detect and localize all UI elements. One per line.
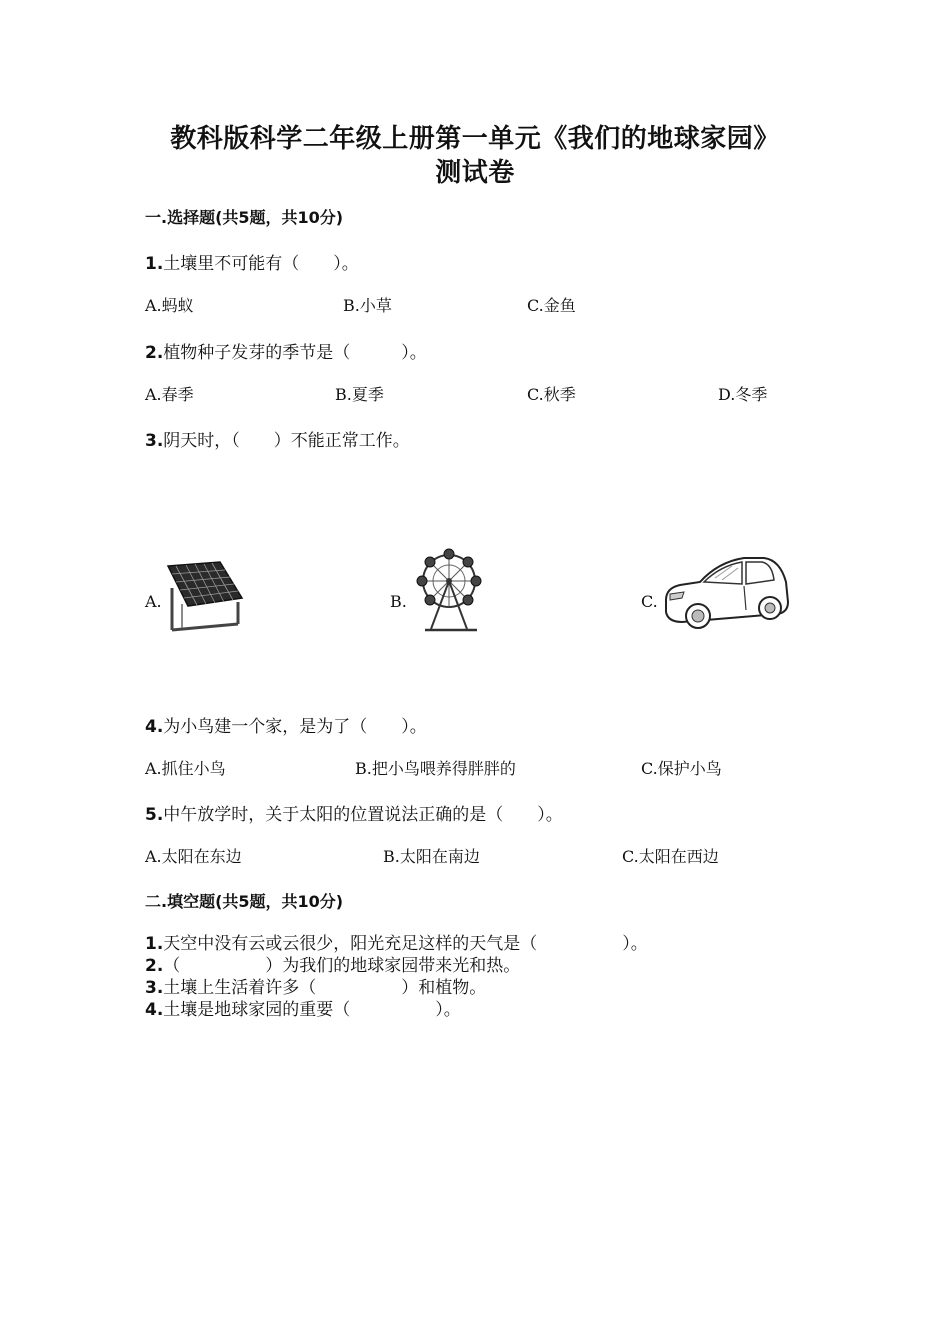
question-text: 中午放学时，关于太阳的位置说法正确的是（ ）。	[163, 805, 563, 825]
q4-option-b: B.把小鸟喂养得胖胖的	[355, 759, 516, 778]
q5-option-c: C.太阳在西边	[622, 847, 719, 866]
question-text: 阴天时，（ ）不能正常工作。	[163, 431, 410, 451]
solar-panel-icon	[162, 560, 246, 634]
q3-option-b: B.	[390, 592, 407, 611]
question-text: 土壤里不可能有（ ）。	[163, 254, 359, 274]
question-number: 3.	[145, 431, 164, 451]
q5-option-a: A.太阳在东边	[145, 847, 242, 866]
ferris-wheel-icon	[413, 545, 485, 633]
q2-option-b: B.夏季	[335, 385, 384, 404]
question-number: 4.	[145, 717, 164, 737]
item-number: 2.	[145, 956, 164, 976]
item-number: 1.	[145, 934, 164, 954]
fill-item-1	[145, 933, 648, 955]
q5-option-b: B.太阳在南边	[383, 847, 480, 866]
q3-option-a: A.	[145, 592, 162, 611]
question-5	[145, 800, 563, 825]
item-text: 土壤上生活着许多（ ）和植物。	[163, 978, 487, 998]
item-text: 土壤是地球家园的重要（ ）。	[163, 1000, 461, 1020]
question-1	[145, 249, 359, 274]
q1-option-c: C.金鱼	[527, 296, 576, 315]
q2-option-a: A.春季	[145, 385, 194, 404]
item-text: 天空中没有云或云很少，阳光充足这样的天气是（ ）。	[163, 934, 648, 954]
question-number: 5.	[145, 805, 164, 825]
q4-option-c: C.保护小鸟	[641, 759, 722, 778]
question-3	[145, 426, 410, 451]
q1-option-b: B.小草	[343, 296, 392, 315]
question-4	[145, 712, 427, 737]
fill-item-2	[145, 955, 520, 977]
question-2	[145, 338, 427, 363]
q1-option-a: A.蚂蚁	[145, 296, 194, 315]
car-icon	[660, 550, 792, 634]
q2-option-c: C.秋季	[527, 385, 576, 404]
question-text: 为小鸟建一个家，是为了（ ）。	[163, 717, 427, 737]
page-subtitle: 测试卷	[435, 158, 515, 188]
question-number: 2.	[145, 343, 164, 363]
item-number: 3.	[145, 978, 164, 998]
question-text: 植物种子发芽的季节是（ ）。	[163, 343, 427, 363]
q3-option-c: C.	[641, 592, 658, 611]
fill-item-3	[145, 977, 486, 999]
q4-option-a: A.抓住小鸟	[145, 759, 226, 778]
fill-item-4	[145, 999, 461, 1021]
q2-option-d: D.冬季	[718, 385, 768, 404]
section-heading-choice: 一.选择题(共5题，共10分)	[145, 208, 344, 227]
item-number: 4.	[145, 1000, 164, 1020]
question-number: 1.	[145, 254, 164, 274]
page-title: 教科版科学二年级上册第一单元《我们的地球家园》	[170, 124, 780, 154]
section-heading-fill: 二.填空题(共5题，共10分)	[145, 892, 344, 911]
item-text: （ ）为我们的地球家园带来光和热。	[163, 956, 521, 976]
